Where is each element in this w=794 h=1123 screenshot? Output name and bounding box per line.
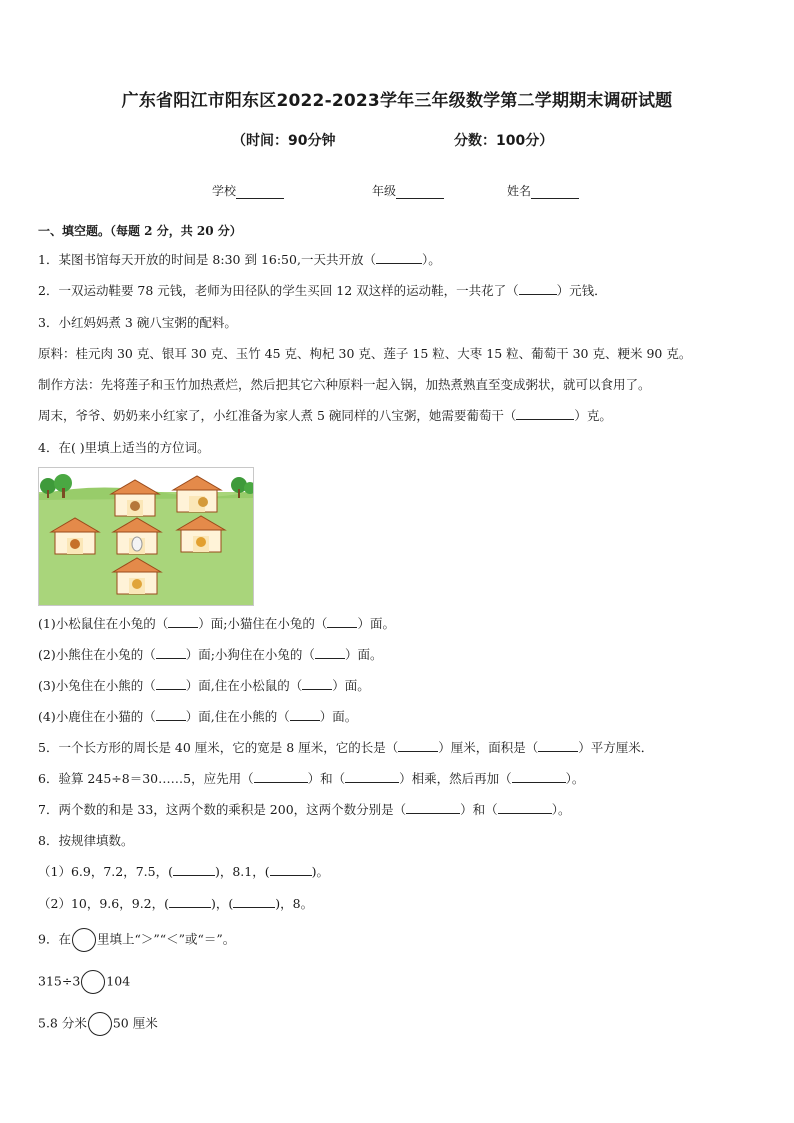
question-4-part-3 <box>38 676 370 694</box>
question-4-part-4 <box>38 707 357 725</box>
q5-text-a: 5．一个长方形的周长是 40 厘米，它的宽是 8 厘米，它的长是（ <box>38 740 399 755</box>
q3-text-end: ）克。 <box>574 408 612 423</box>
q6-blank-3[interactable] <box>512 770 566 783</box>
q7-text-a: 7．两个数的和是 33，这两个数的乘积是 200，这两个数分别是（ <box>38 802 407 817</box>
q4-2-blank-1[interactable] <box>156 646 186 659</box>
question-4-title: 4．在( )里填上适当的方位词。 <box>38 440 210 455</box>
q4-3-blank-1[interactable] <box>156 677 186 690</box>
q4-3-text-c: ）面。 <box>332 678 370 693</box>
q5-blank-2[interactable] <box>538 739 578 752</box>
question-1 <box>38 250 441 268</box>
q9-1-answer-circle[interactable] <box>81 970 105 994</box>
grade-blank[interactable] <box>396 186 444 199</box>
q8-2-text-b: )，( <box>211 896 234 911</box>
q9-text-a: 9．在 <box>38 931 71 947</box>
q8-2-text-a: （2）10，9.6，9.2，( <box>38 896 169 911</box>
school-field <box>212 182 284 199</box>
page-title: 广东省阳江市阳东区2022-2023学年三年级数学第二学期期末调研试题 <box>121 91 673 111</box>
q3-answer-blank[interactable] <box>516 407 574 420</box>
school-label: 学校 <box>212 184 237 198</box>
q4-1-blank-2[interactable] <box>327 615 357 628</box>
q8-1-blank-1[interactable] <box>173 863 215 876</box>
q7-text-c: ）。 <box>551 802 571 817</box>
q4-1-text-b: ）面;小猫住在小兔的（ <box>198 616 328 631</box>
time-label: （时间：90分钟 <box>232 133 336 149</box>
q9-text-b: 里填上“＞”“＜”或“＝”。 <box>96 931 236 947</box>
question-8-part-2 <box>38 894 313 912</box>
q5-text-c: ）平方厘米． <box>578 740 654 755</box>
q5-blank-1[interactable] <box>398 739 438 752</box>
name-blank[interactable] <box>531 186 579 199</box>
q6-text-d: ）。 <box>565 771 585 786</box>
q8-1-blank-2[interactable] <box>270 863 312 876</box>
q7-blank-2[interactable] <box>498 801 552 814</box>
q4-1-blank-1[interactable] <box>168 615 198 628</box>
question-8-title: 8．按规律填数。 <box>38 833 134 848</box>
q8-2-text-c: )，8。 <box>275 896 314 911</box>
q9-1-left: 315÷3 <box>38 973 81 989</box>
question-4-part-1 <box>38 614 395 632</box>
score-label: 分数：100分） <box>454 133 554 149</box>
q6-text-b: ）和（ <box>307 771 346 786</box>
q7-blank-1[interactable] <box>406 801 460 814</box>
question-2 <box>38 281 607 299</box>
q8-1-text-a: （1）6.9，7.2，7.5，( <box>38 864 173 879</box>
q4-1-text-a: (1)小松鼠住在小兔的（ <box>38 616 169 631</box>
q7-text-b: ）和（ <box>460 802 498 817</box>
compare-circle-icon <box>72 928 96 952</box>
q6-blank-2[interactable] <box>345 770 399 783</box>
school-blank[interactable] <box>236 186 284 199</box>
q6-blank-1[interactable] <box>254 770 308 783</box>
village-scene-image <box>39 468 253 605</box>
question-6 <box>38 769 584 787</box>
q1-text-end: ）。 <box>421 252 441 267</box>
name-label: 姓名 <box>507 184 532 198</box>
q4-3-text-b: ）面,住在小松鼠的（ <box>185 678 303 693</box>
q2-answer-blank[interactable] <box>519 282 557 295</box>
q1-text: 1．某图书馆每天开放的时间是 8:30 到 16:50,一天共开放（ <box>38 252 376 267</box>
q9-2-right: 50 厘米 <box>112 1015 158 1031</box>
question-9-expression-2 <box>38 1012 158 1036</box>
q8-1-text-c: )。 <box>311 864 329 879</box>
q8-2-blank-2[interactable] <box>233 895 275 908</box>
q8-1-text-b: )，8.1，( <box>214 864 270 879</box>
q1-answer-blank[interactable] <box>376 251 422 264</box>
q4-4-text-a: (4)小鹿住在小猫的（ <box>38 709 156 724</box>
q8-2-blank-1[interactable] <box>169 895 211 908</box>
q4-2-text-c: ）面。 <box>344 647 383 662</box>
grade-field <box>372 182 444 199</box>
question-3-title: 3．小红妈妈煮 3 碗八宝粥的配料。 <box>38 315 237 330</box>
q4-3-text-a: (3)小兔住在小熊的（ <box>38 678 156 693</box>
q4-2-text-b: ）面;小狗住在小兔的（ <box>185 647 315 662</box>
question-3-ingredients: 原料：桂元肉 30 克、银耳 30 克、玉竹 45 克、枸杞 30 克、莲子 15 粒、大枣 15 粒、葡萄干 30 克、粳米 90 克。 <box>38 346 692 361</box>
grade-label: 年级 <box>372 184 397 198</box>
q5-text-b: ）厘米，面积是（ <box>438 740 539 755</box>
q2-text-end: ）元钱． <box>556 283 607 298</box>
question-9-title <box>38 928 235 952</box>
q4-4-blank-2[interactable] <box>290 708 320 721</box>
question-3-method: 制作方法：先将莲子和玉竹加热煮烂，然后把其它六种原料一起入锅，加热煮熟直至变成粥状，就可以食用了。 <box>38 377 651 392</box>
q4-4-text-b: ）面,住在小熊的（ <box>185 709 290 724</box>
question-5 <box>38 738 653 756</box>
question-8-part-1 <box>38 862 329 880</box>
q4-4-blank-1[interactable] <box>156 708 186 721</box>
q6-text-a: 6．验算 245÷8＝30……5，应先用（ <box>38 771 254 786</box>
q9-2-left: 5.8 分米 <box>38 1015 87 1031</box>
question-9-expression-1 <box>38 970 130 994</box>
animal-houses-illustration <box>38 467 254 606</box>
section-heading: 一、填空题。（每题 2 分，共 20 分） <box>38 224 242 238</box>
q6-text-c: ）相乘，然后再加（ <box>399 771 512 786</box>
q2-text: 2．一双运动鞋要 78 元钱，老师为田径队的学生买回 12 双这样的运动鞋，一共花了（ <box>38 283 519 298</box>
q9-1-right: 104 <box>106 973 131 989</box>
q4-4-text-c: ）面。 <box>319 709 358 724</box>
question-4-part-2 <box>38 645 382 663</box>
q4-2-text-a: (2)小熊住在小兔的（ <box>38 647 156 662</box>
name-field <box>507 182 579 199</box>
q3-text: 周末，爷爷、奶奶来小红家了，小红准备为家人煮 5 碗同样的八宝粥，她需要葡萄干（ <box>38 408 517 423</box>
q4-2-blank-2[interactable] <box>315 646 345 659</box>
question-3-ask <box>38 406 612 424</box>
q4-1-text-c: ）面。 <box>357 616 395 631</box>
q9-2-answer-circle[interactable] <box>88 1012 112 1036</box>
q4-3-blank-2[interactable] <box>302 677 332 690</box>
question-7 <box>38 800 570 818</box>
